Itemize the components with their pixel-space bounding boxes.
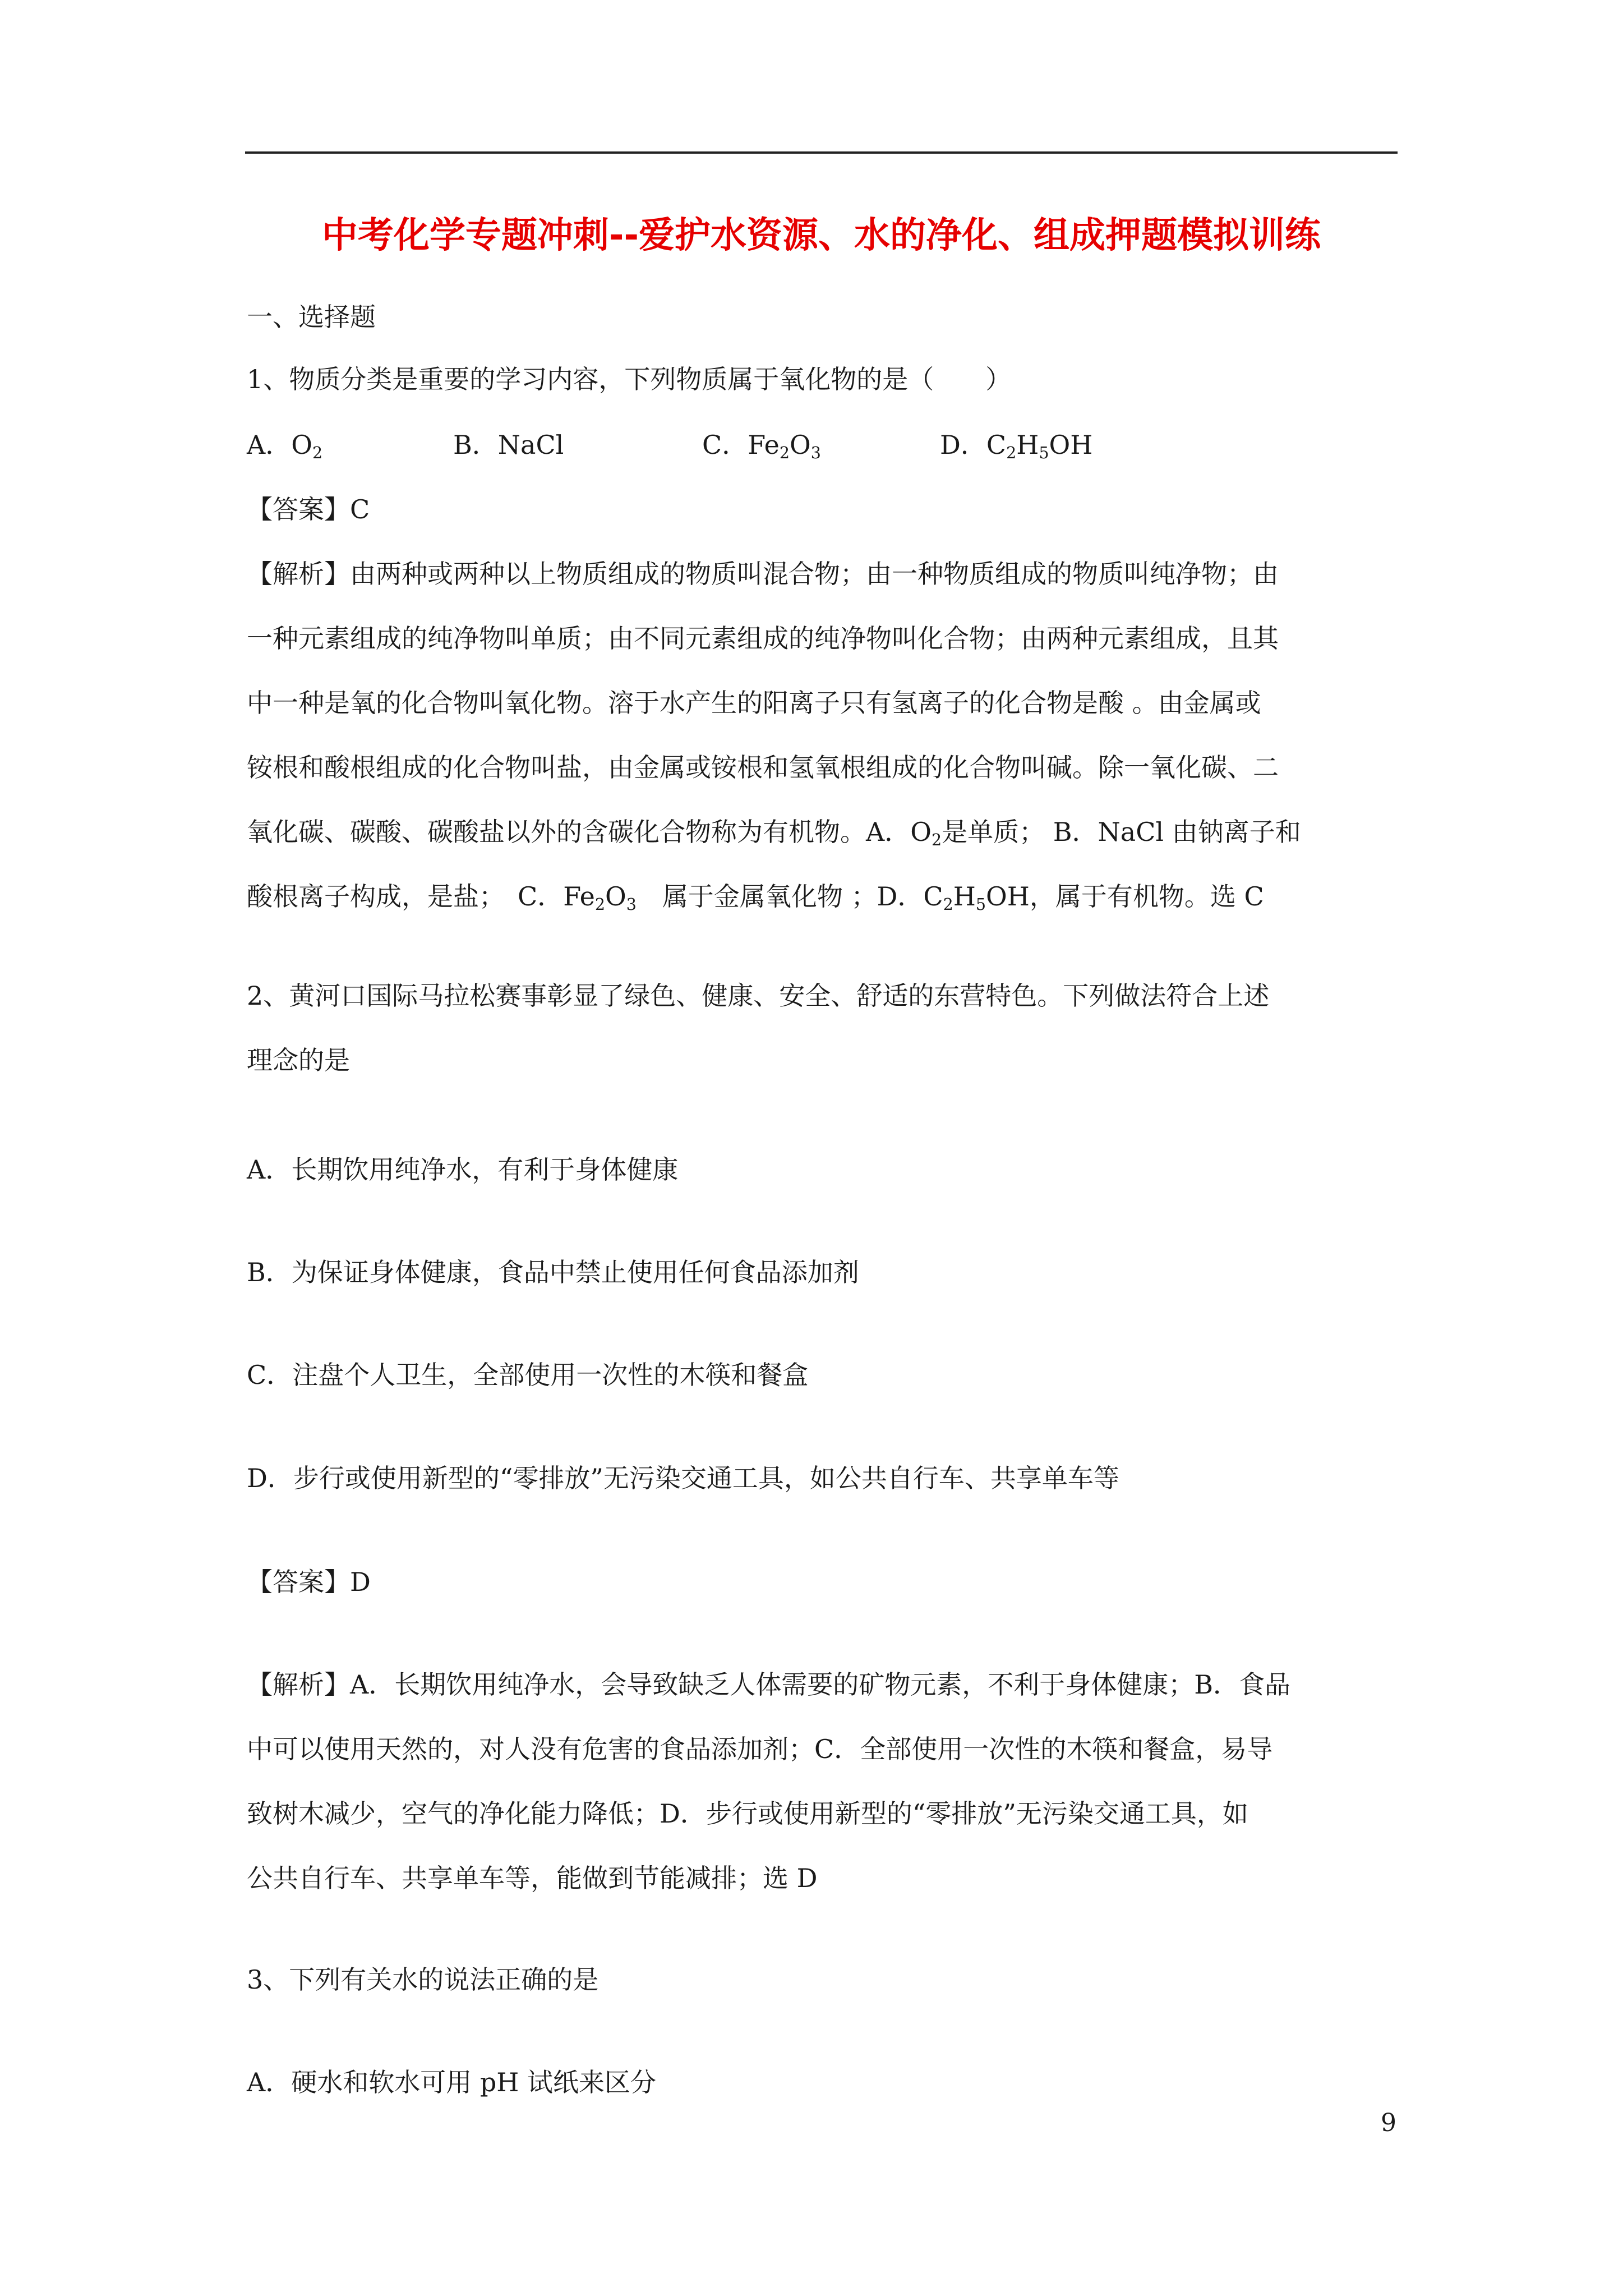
question-2-analysis-line: 公共自行车、共享单车等，能做到节能减排；选 D — [247, 1863, 818, 1893]
option-a: A．$O_2$ — [247, 430, 323, 462]
question-2-analysis-line: 致树木减少，空气的净化能力降低；D．步行或使用新型的“零排放”无污染交通工具，如 — [247, 1798, 1248, 1829]
question-1-analysis-line: 中一种是氧的化合物叫氧化物。溶于水产生的阳离子只有氢离子的化合物是酸 。由金属或 — [247, 688, 1261, 718]
question-3-option-a: A．硬水和软水可用 pH 试纸来区分 — [247, 2067, 657, 2097]
question-1-analysis-line: 一种元素组成的纯净物叫单质；由不同元素组成的纯净物叫化合物；由两种元素组成，且其 — [247, 623, 1279, 654]
question-2-stem: 2、黄河口国际马拉松赛事彰显了绿色、健康、安全、舒适的东营特色。下列做法符合上述 — [247, 981, 1270, 1011]
page-title: 中考化学专题冲刺--爱护水资源、水的净化、组成押题模拟训练 — [321, 215, 1321, 256]
page-number: 9 — [1381, 2109, 1396, 2137]
question-2-answer: 【答案】D — [247, 1567, 371, 1597]
question-1-stem: 1、物质分类是重要的学习内容，下列物质属于氧化物的是（ ） — [247, 364, 1012, 394]
header-rule — [245, 151, 1398, 154]
question-1-analysis-line: 【解析】由两种或两种以上物质组成的物质叫混合物；由一种物质组成的物质叫纯净物；由 — [247, 559, 1279, 589]
question-1-analysis-line: 铵根和酸根组成的化合物叫盐，由金属或铵根和氢氧根组成的化合物叫碱。除一氧化碳、二 — [247, 752, 1279, 783]
option-b: B．NaCl — [453, 430, 564, 460]
question-2-analysis-line: 中可以使用天然的，对人没有危害的食品添加剂；C．全部使用一次性的木筷和餐盒，易导 — [247, 1734, 1273, 1764]
question-3-stem: 3、下列有关水的说法正确的是 — [247, 1964, 599, 1995]
question-2-stem: 理念的是 — [247, 1045, 350, 1075]
question-1-analysis-line: 氧化碳、碳酸、碳酸盐以外的含碳化合物称为有机物。A．$O_2$是单质； B．NaCl 由钠离子和 — [247, 817, 1301, 849]
option-d: D．$C_2H_5OH$ — [940, 430, 1093, 462]
option-c: C．$Fe_2O_3$ — [702, 430, 821, 462]
question-2-option-c: C．注盘个人卫生，全部使用一次性的木筷和餐盒 — [247, 1360, 809, 1390]
question-1-answer: 【答案】C — [247, 494, 370, 524]
question-2-option-d: D．步行或使用新型的“零排放”无污染交通工具，如公共自行车、共享单车等 — [247, 1463, 1119, 1493]
question-2-analysis-line: 【解析】A．长期饮用纯净水，会导致缺乏人体需要的矿物元素，不利于身体健康；B．食品 — [247, 1669, 1291, 1700]
question-1-analysis-line: 酸根离子构成，是盐； C．$Fe_2O_3$ 属于金属氧化物 ；D．$C_2H_5OH$，属于有机物。选 C — [247, 881, 1264, 914]
section-heading: 一、选择题 — [247, 302, 376, 332]
question-2-option-a: A．长期饮用纯净水，有利于身体健康 — [247, 1154, 679, 1185]
question-2-option-b: B．为保证身体健康，食品中禁止使用任何食品添加剂 — [247, 1257, 859, 1287]
